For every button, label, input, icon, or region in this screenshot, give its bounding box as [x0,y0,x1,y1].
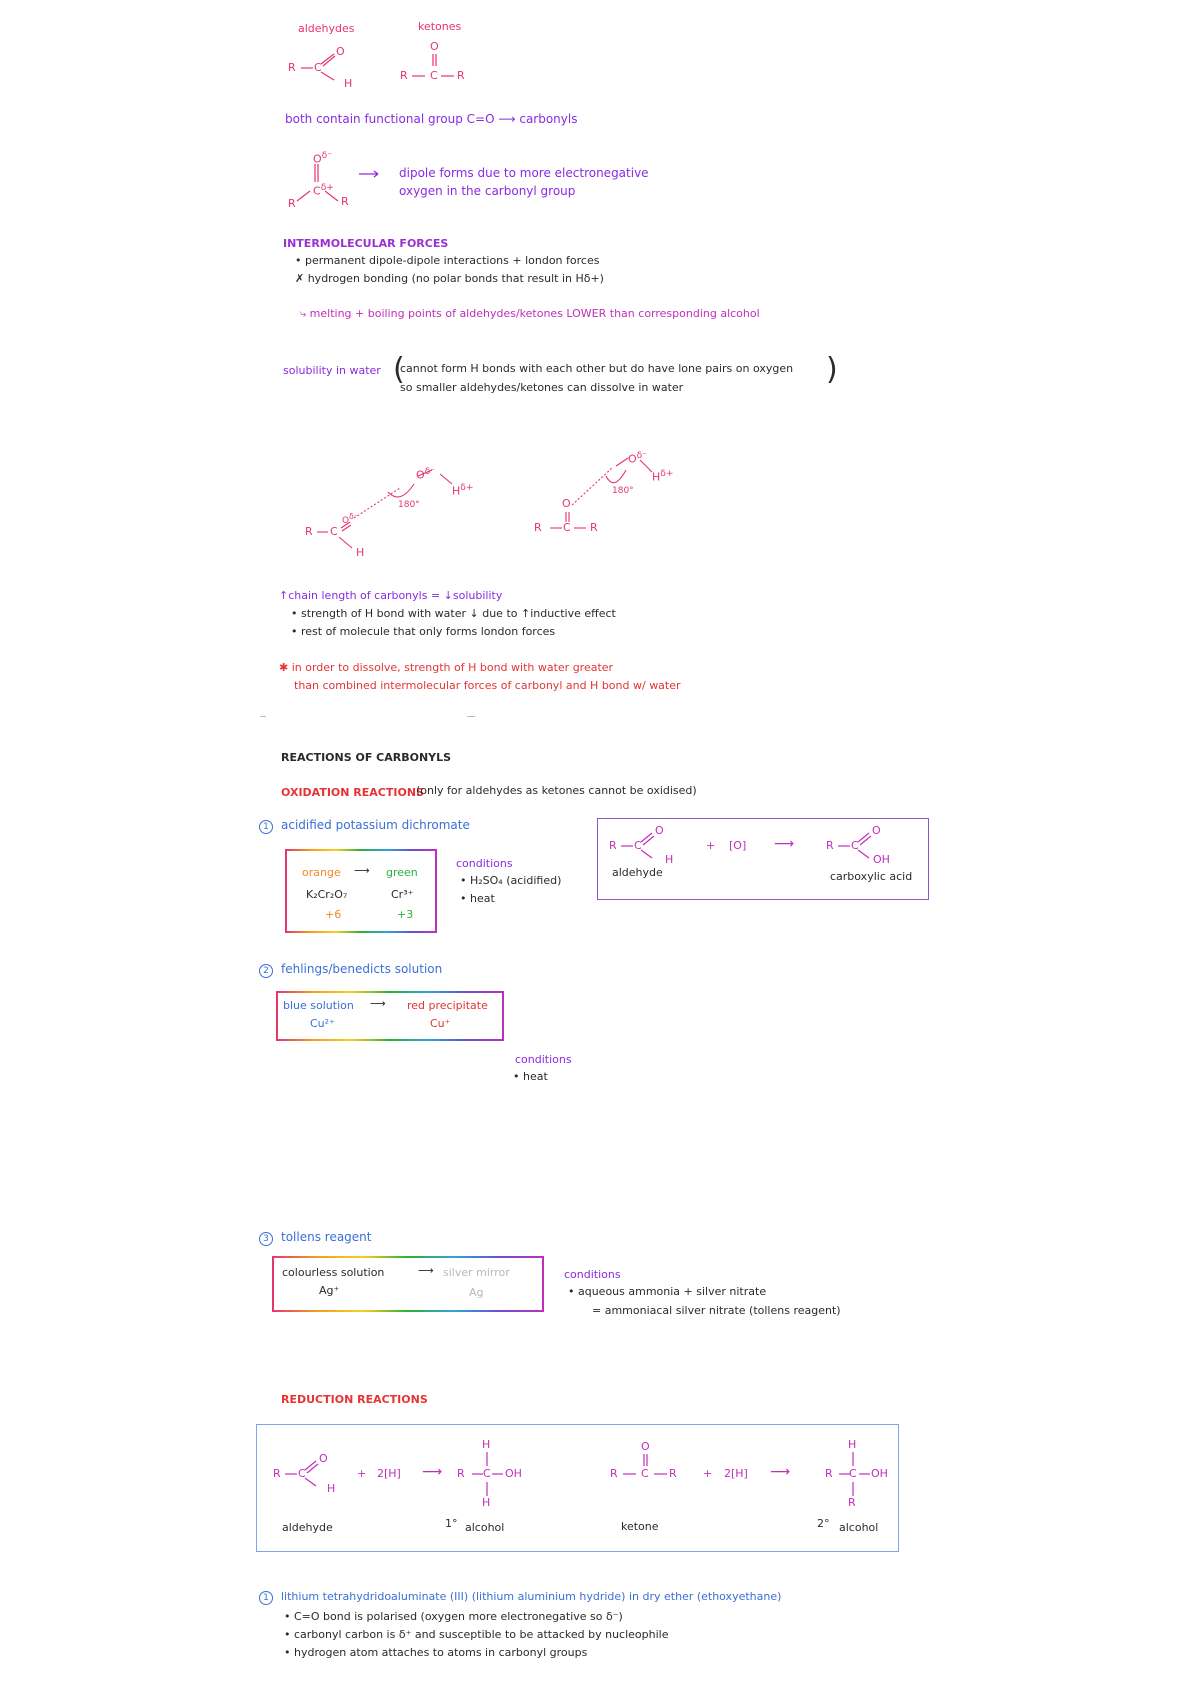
fehlings-to: red precipitate [407,999,488,1012]
solubility-line2: so smaller aldehydes/ketones can dissolve in water [400,381,684,394]
reaction1-condition-acid: • H₂SO₄ (acidified) [460,874,562,887]
reaction3-condition-reagents: • aqueous ammonia + silver nitrate [568,1285,767,1298]
lithium-reagent-number: 1 [259,1591,273,1605]
reaction3-number: 3 [259,1232,273,1246]
reaction3-condition-ammoniacal: = ammoniacal silver nitrate (tollens reagent) [592,1304,841,1317]
oxidation-state-from: +6 [325,908,342,921]
fehlings-arrow: ⟶ [370,997,386,1010]
reaction2-number: 2 [259,964,273,978]
primary-number: 1° [445,1517,458,1530]
dichromate-to-colour: green [386,866,418,879]
reaction1-title-text: acidified potassium dichromate [281,818,470,832]
reaction3-title-text: tollens reagent [281,1230,372,1244]
reduction-plus-1: + [357,1467,367,1480]
oxidation-note: (only for aldehydes as ketones cannot be oxidised) [416,784,697,797]
reduction-hydrogen-2: 2[H] [724,1467,748,1480]
chromium-ion: Cr³⁺ [391,888,414,901]
reaction2-conditions-label: conditions [515,1053,572,1066]
intermolecular-forces-heading: INTERMOLECULAR FORCES [283,237,449,250]
secondary-alcohol-label: alcohol [839,1521,879,1534]
dichromate-arrow: ⟶ [354,864,370,877]
tollens-to: silver mirror [443,1266,510,1279]
reaction1-title [259,818,470,834]
imf-boiling-point-note: ⤷ melting + boiling points of aldehydes/ketones LOWER than corresponding alcohol [300,307,760,320]
reaction2-title-text: fehlings/benedicts solution [281,962,443,976]
reaction1-number: 1 [259,820,273,834]
chain-bullet-rest: • rest of molecule that only forms london forces [291,625,556,638]
divider-mark [260,716,266,717]
oxidation-plus: + [706,839,716,852]
oxidation-arrow: ⟶ [774,836,795,852]
fehlings-from: blue solution [283,999,354,1012]
reaction2-title [259,962,442,978]
imf-bullet-hbond: ✗ hydrogen bonding (no polar bonds that result in Hδ+) [295,272,604,285]
reduction-aldehyde-label: aldehyde [282,1521,333,1534]
dichromate-formula: K₂Cr₂O₇ [306,888,348,901]
solubility-bracket-open: ( [393,352,405,387]
oxidation-heading: OXIDATION REACTIONS [281,786,424,799]
functional-group-note: both contain functional group C=O ⟶ carbonyls [285,112,578,126]
reduction-bullet-hydrogen: • hydrogen atom attaches to atoms in carbonyl groups [284,1646,588,1659]
dissolve-note-line1: ✱ in order to dissolve, strength of H bond with water greater [279,661,614,674]
lithium-reagent-title-text: lithium tetrahydridoaluminate (III) (lithium aluminium hydride) in dry ether (ethoxyethane) [281,1590,782,1603]
tollens-from: colourless solution [282,1266,385,1279]
chain-bullet-strength: • strength of H bond with water ↓ due to ↑inductive effect [291,607,616,620]
divider-mark [467,716,475,717]
tollens-arrow: ⟶ [418,1264,434,1277]
reduction-bullet-polarised: • C=O bond is polarised (oxygen more electronegative so δ⁻) [284,1610,623,1623]
reaction2-condition-heat: • heat [513,1070,548,1083]
oxidation-aldehyde-label: aldehyde [612,866,663,879]
dipole-note-line1: dipole forms due to more electronegative [399,166,649,180]
reduction-plus-2: + [703,1467,713,1480]
copper-ion-from: Cu²⁺ [310,1017,335,1030]
tollens-box [272,1256,544,1312]
carboxylic-acid-label: carboxylic acid [830,870,913,883]
reduction-ketone-label: ketone [621,1520,659,1533]
imf-bullet-dipole: • permanent dipole-dipole interactions + london forces [295,254,600,267]
primary-alcohol-label: alcohol [465,1521,505,1534]
reduction-arrow-2: ⟶ [770,1464,791,1480]
copper-ion-to: Cu⁺ [430,1017,451,1030]
reaction3-title [259,1230,372,1246]
reaction1-conditions-label: conditions [456,857,513,870]
oxidation-state-to: +3 [397,908,414,921]
dissolve-note-line2: than combined intermolecular forces of carbonyl and H bond w/ water [294,679,681,692]
reduction-equation-box [256,1424,899,1552]
silver-to: Ag [469,1286,484,1299]
chain-length-heading: ↑chain length of carbonyls = ↓solubility [279,589,503,602]
reactions-heading: REACTIONS OF CARBONYLS [281,751,452,764]
oxidising-agent-symbol: [O] [729,839,747,852]
dipole-note-line2: oxygen in the carbonyl group [399,184,576,198]
silver-ion-from: Ag⁺ [319,1284,340,1297]
solubility-line1: cannot form H bonds with each other but do have lone pairs on oxygen [400,362,794,375]
lithium-aluminium-hydride-title [259,1590,781,1605]
secondary-number: 2° [817,1517,830,1530]
solubility-bracket-close: ) [826,352,838,387]
reduction-bullet-nucleophile: • carbonyl carbon is δ⁺ and susceptible to be attacked by nucleophile [284,1628,669,1641]
reaction3-conditions-label: conditions [564,1268,621,1281]
reduction-hydrogen-1: 2[H] [377,1467,401,1480]
dichromate-from-colour: orange [302,866,341,879]
reaction1-condition-heat: • heat [460,892,495,905]
solubility-label: solubility in water [283,364,381,377]
reduction-heading: REDUCTION REACTIONS [281,1393,428,1406]
ketones-heading: ketones [418,20,462,33]
reduction-arrow-1: ⟶ [422,1464,443,1480]
aldehydes-heading: aldehydes [298,22,355,35]
